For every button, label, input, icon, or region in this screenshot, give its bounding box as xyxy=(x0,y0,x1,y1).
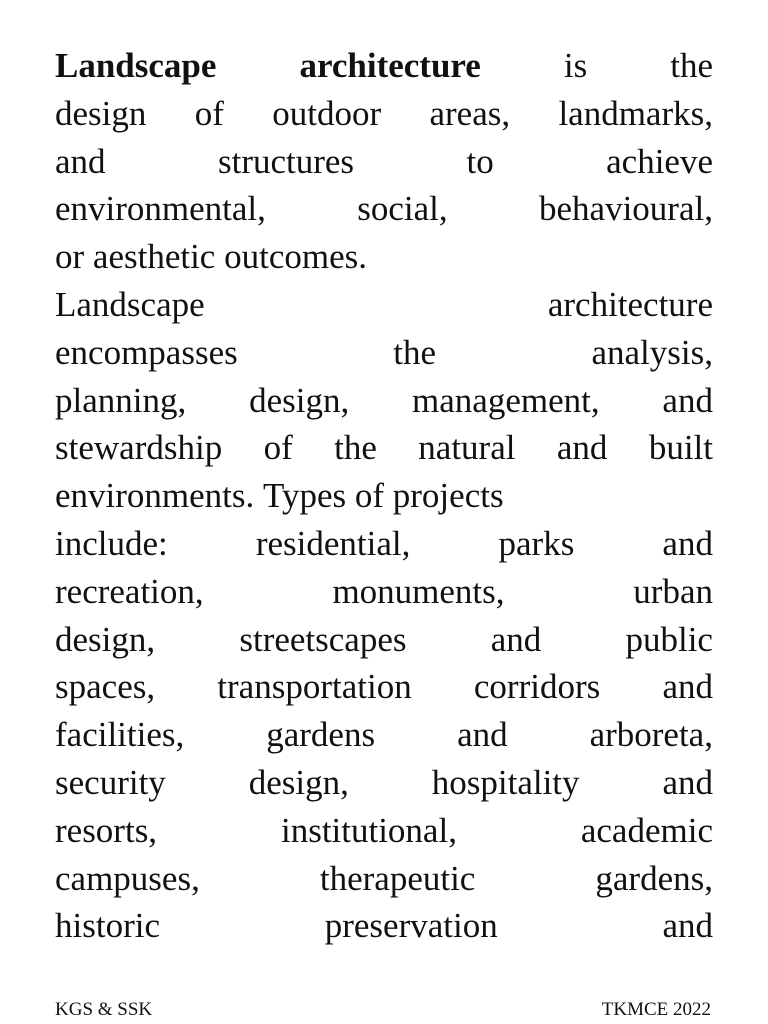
word: and xyxy=(55,141,106,181)
word: and xyxy=(662,762,713,802)
word: and xyxy=(662,380,713,420)
word: encompasses xyxy=(55,332,238,372)
word: therapeutic xyxy=(319,858,476,898)
text-line xyxy=(55,90,713,138)
word: aesthetic xyxy=(92,237,216,277)
word: urban xyxy=(633,571,713,611)
text-line xyxy=(55,233,713,281)
body-paragraphs xyxy=(55,42,713,950)
word: institutional, xyxy=(280,810,457,850)
text-line xyxy=(55,281,713,329)
word: behavioural, xyxy=(539,189,713,229)
text-line xyxy=(55,377,713,425)
word: Types xyxy=(263,476,347,516)
word: of xyxy=(194,93,224,133)
text-line xyxy=(55,807,713,855)
footer-authors: KGS & SSK xyxy=(55,999,153,1020)
word: preservation xyxy=(324,906,498,946)
text-line xyxy=(55,663,713,711)
word: streetscapes xyxy=(239,619,407,659)
text-line xyxy=(55,520,713,568)
word: outcomes. xyxy=(224,237,367,277)
word: gardens, xyxy=(595,858,713,898)
word: social, xyxy=(357,189,448,229)
word: of xyxy=(354,476,385,516)
word: gardens xyxy=(266,715,376,755)
word: public xyxy=(625,619,713,659)
word: areas, xyxy=(429,93,511,133)
word: and xyxy=(457,715,508,755)
word: architecture xyxy=(547,284,713,324)
word: transportation xyxy=(217,667,412,707)
text-line xyxy=(55,42,713,90)
word: include: xyxy=(55,523,168,563)
word: structures xyxy=(217,141,355,181)
word: facilities, xyxy=(55,715,185,755)
word: planning, xyxy=(55,380,187,420)
text-line xyxy=(55,185,713,233)
word: and xyxy=(556,428,608,468)
word: management, xyxy=(412,380,600,420)
word: historic xyxy=(55,906,160,946)
word: is xyxy=(563,46,588,85)
text-line xyxy=(55,711,713,759)
word: resorts, xyxy=(55,810,158,850)
word: outdoor xyxy=(272,93,382,133)
word: stewardship xyxy=(55,428,223,468)
text-line xyxy=(55,902,713,950)
word: arboreta, xyxy=(589,715,713,755)
word: the xyxy=(670,46,713,85)
word: environments. xyxy=(55,476,255,516)
word: to xyxy=(466,141,494,181)
bold-term: Landscape xyxy=(55,46,217,85)
word: Landscape xyxy=(55,284,205,324)
word: design xyxy=(55,93,147,133)
text-line xyxy=(55,759,713,807)
text-line xyxy=(55,472,713,520)
text-line xyxy=(55,424,713,472)
word: of xyxy=(263,428,293,468)
word: design, xyxy=(248,762,349,802)
word: or xyxy=(55,237,85,277)
word: and xyxy=(662,667,713,707)
word: academic xyxy=(580,810,713,850)
word: security xyxy=(55,762,166,802)
word: environmental, xyxy=(55,189,266,229)
word: monuments, xyxy=(332,571,505,611)
word: and xyxy=(490,619,542,659)
word: the xyxy=(334,428,377,468)
word: corridors xyxy=(473,667,601,707)
text-line xyxy=(55,329,713,377)
word: natural xyxy=(418,428,516,468)
word: design, xyxy=(249,380,350,420)
word: design, xyxy=(55,619,156,659)
word: parks xyxy=(498,523,575,563)
word: campuses, xyxy=(55,858,200,898)
word: and xyxy=(662,523,713,563)
word: analysis, xyxy=(591,332,713,372)
text-line xyxy=(55,138,713,186)
word: achieve xyxy=(606,141,713,181)
word: built xyxy=(648,428,713,468)
word: landmarks, xyxy=(558,93,713,133)
text-line xyxy=(55,855,713,903)
word: spaces, xyxy=(55,667,156,707)
text-line xyxy=(55,568,713,616)
footer-institution-year: TKMCE 2022 xyxy=(601,999,711,1020)
word: recreation, xyxy=(55,571,204,611)
word: residential, xyxy=(255,523,411,563)
word: projects xyxy=(392,476,504,516)
bold-term: architecture xyxy=(299,46,481,85)
word: hospitality xyxy=(431,762,580,802)
word: and xyxy=(662,906,713,946)
page-footer xyxy=(55,998,711,1022)
word: the xyxy=(393,332,436,372)
text-line xyxy=(55,616,713,664)
